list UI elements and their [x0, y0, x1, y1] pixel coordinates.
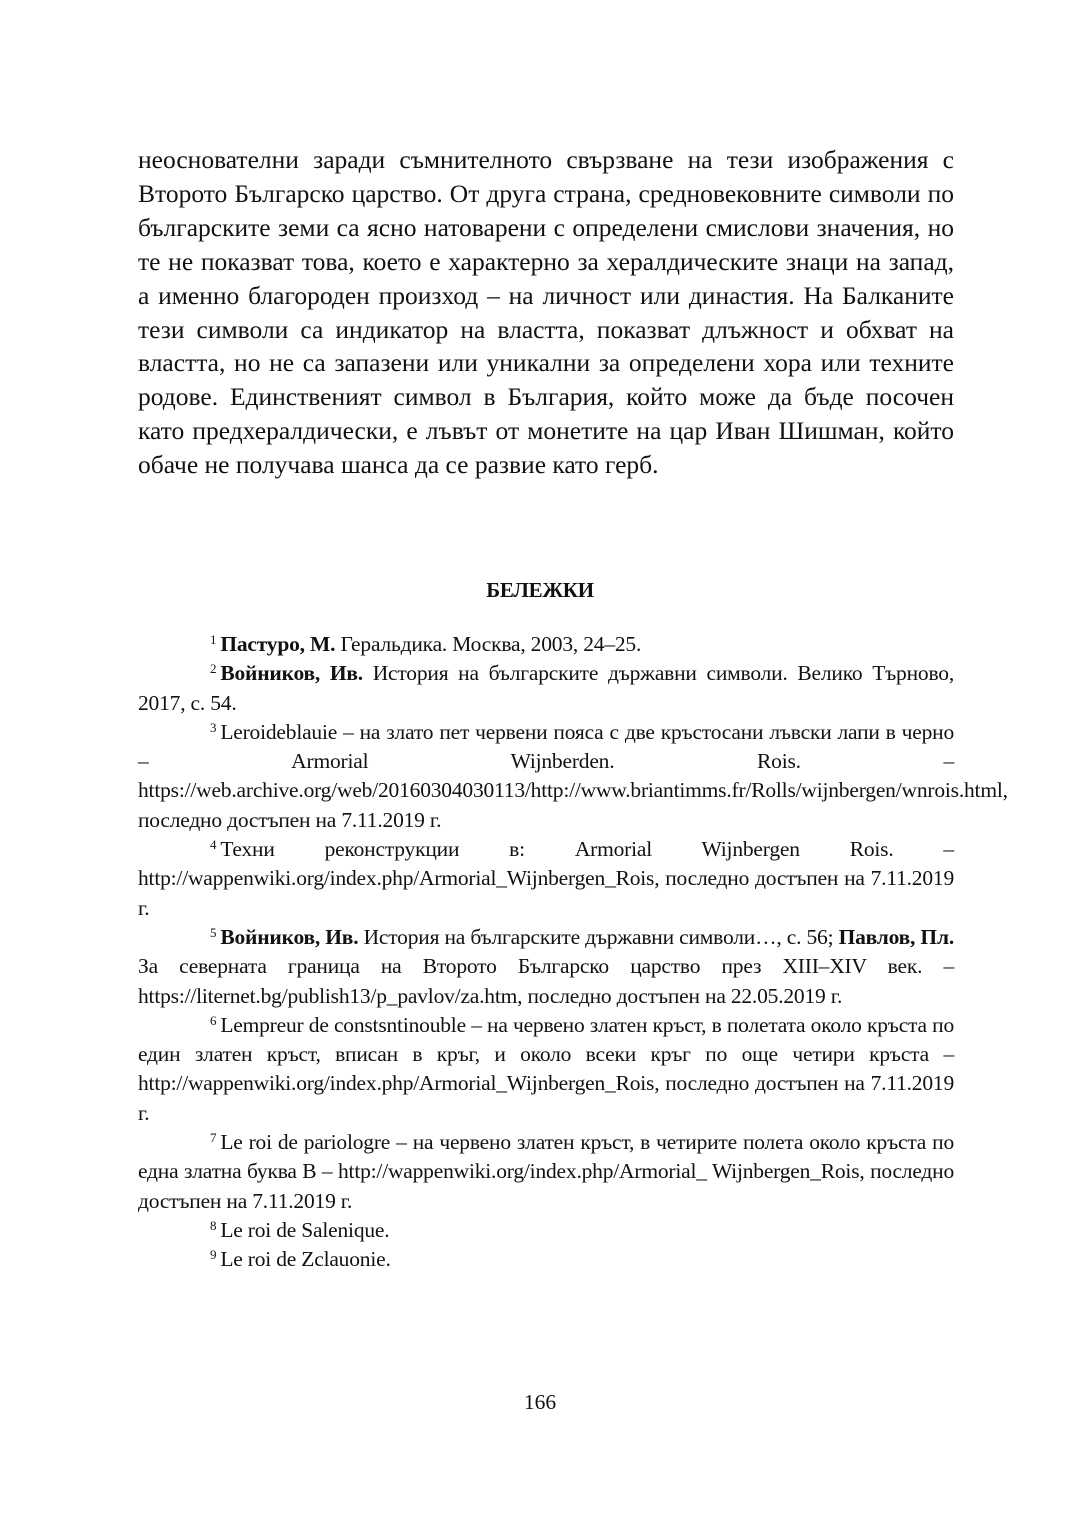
- page-number: 166: [523, 1390, 557, 1414]
- note-text: Leroideblauie – на злато пет червени пояса с две кръстосани лъвски лапи в черно – Armorial Wijnberden. Rois. – https://web.archive.org/web/20160304030113/http://www.briantimms.fr/Rolls/wijnbergen/wnrois.html, последно достъпен на 7.11.2019 г.: [138, 719, 1008, 832]
- note-2: [138, 659, 954, 718]
- note-text: Техни реконструкции в: Armorial Wijnbergen Rois. – http://wappenwiki.org/index.php/Armorial_Wijnbergen_Rois, последно достъпен на 7.11.2019 г.: [138, 837, 954, 920]
- note-text: Le roi de pariologre – на червено златен кръст, в четирите полета около кръста по една златна буква B – http://wappenwiki.org/index.php/Armorial_ Wijnbergen_Rois, последно достъпен на 7.11.2019 г.: [138, 1130, 954, 1213]
- note-number: 6: [210, 1012, 217, 1028]
- note-5: [138, 923, 954, 1011]
- notes-list: [138, 630, 1008, 1275]
- note-number: 9: [210, 1247, 217, 1263]
- note-text: За северната граница на Второто Българско царство през XIII–XIV век. – https://liternet.bg/publish13/p_pavlov/za.htm, последно достъпен на 22.05.2019 г.: [138, 954, 954, 1008]
- note-number: 5: [210, 924, 217, 940]
- note-8: [138, 1216, 954, 1245]
- body-paragraph: неоснователни заради съмнителното свързване на тези изображения с Второто Българско царство. От друга страна, средновековните символи по българските земи са ясно натоварени с определени смислови значения, но те не показват това, което е характерно за хералдическите знаци на запад, а именно благороден произход – на личност или династия. На Балканите тези символи са индикатор на властта, показват длъжност и обхват на властта, но не са запазени или уникални за определени хора или техните родове. Единственият символ в България, който може да бъде посочен като предхералдически, е лъвът от монетите на цар Иван Шишман, който обаче не получава шанса да се развие като герб.: [138, 145, 954, 480]
- note-author: Пастуро, М.: [220, 632, 336, 656]
- note-3: [138, 718, 1008, 835]
- note-7: [138, 1128, 954, 1216]
- note-text: История на българските държавни символи…, с. 56;: [358, 924, 839, 949]
- note-text: Lempreur de constsntinouble – на червено златен кръст, в полетата около кръста по един златен кръст, вписан в кръг, и около всеки кръг по още четири кръста – http://wappenwiki.org/index.php/Armorial_Wijnbergen_Rois, последно достъпен на 7.11.2019 г.: [138, 1012, 954, 1125]
- note-text: Le roi de Zclauonie.: [220, 1247, 391, 1272]
- note-1: [138, 630, 954, 659]
- note-text: Геральдика. Москва, 2003, 24–25.: [335, 632, 642, 656]
- note-author: Войников, Ив.: [220, 924, 359, 949]
- note-number: 8: [210, 1217, 217, 1233]
- notes-heading: БЕЛЕЖКИ: [486, 578, 594, 602]
- note-number: 2: [210, 661, 217, 677]
- note-text: История на българските държавни символи. Велико Търново, 2017, с. 54.: [138, 661, 954, 715]
- note-4: [138, 835, 954, 923]
- note-9: [138, 1245, 954, 1274]
- note-author: Войников, Ив.: [220, 661, 363, 686]
- note-author: Павлов, Пл.: [838, 924, 954, 949]
- note-number: 4: [210, 837, 217, 853]
- note-number: 1: [210, 632, 217, 647]
- note-number: 7: [210, 1130, 217, 1146]
- note-6: [138, 1011, 954, 1128]
- note-text: Le roi de Salenique.: [220, 1217, 390, 1242]
- note-number: 3: [210, 719, 217, 735]
